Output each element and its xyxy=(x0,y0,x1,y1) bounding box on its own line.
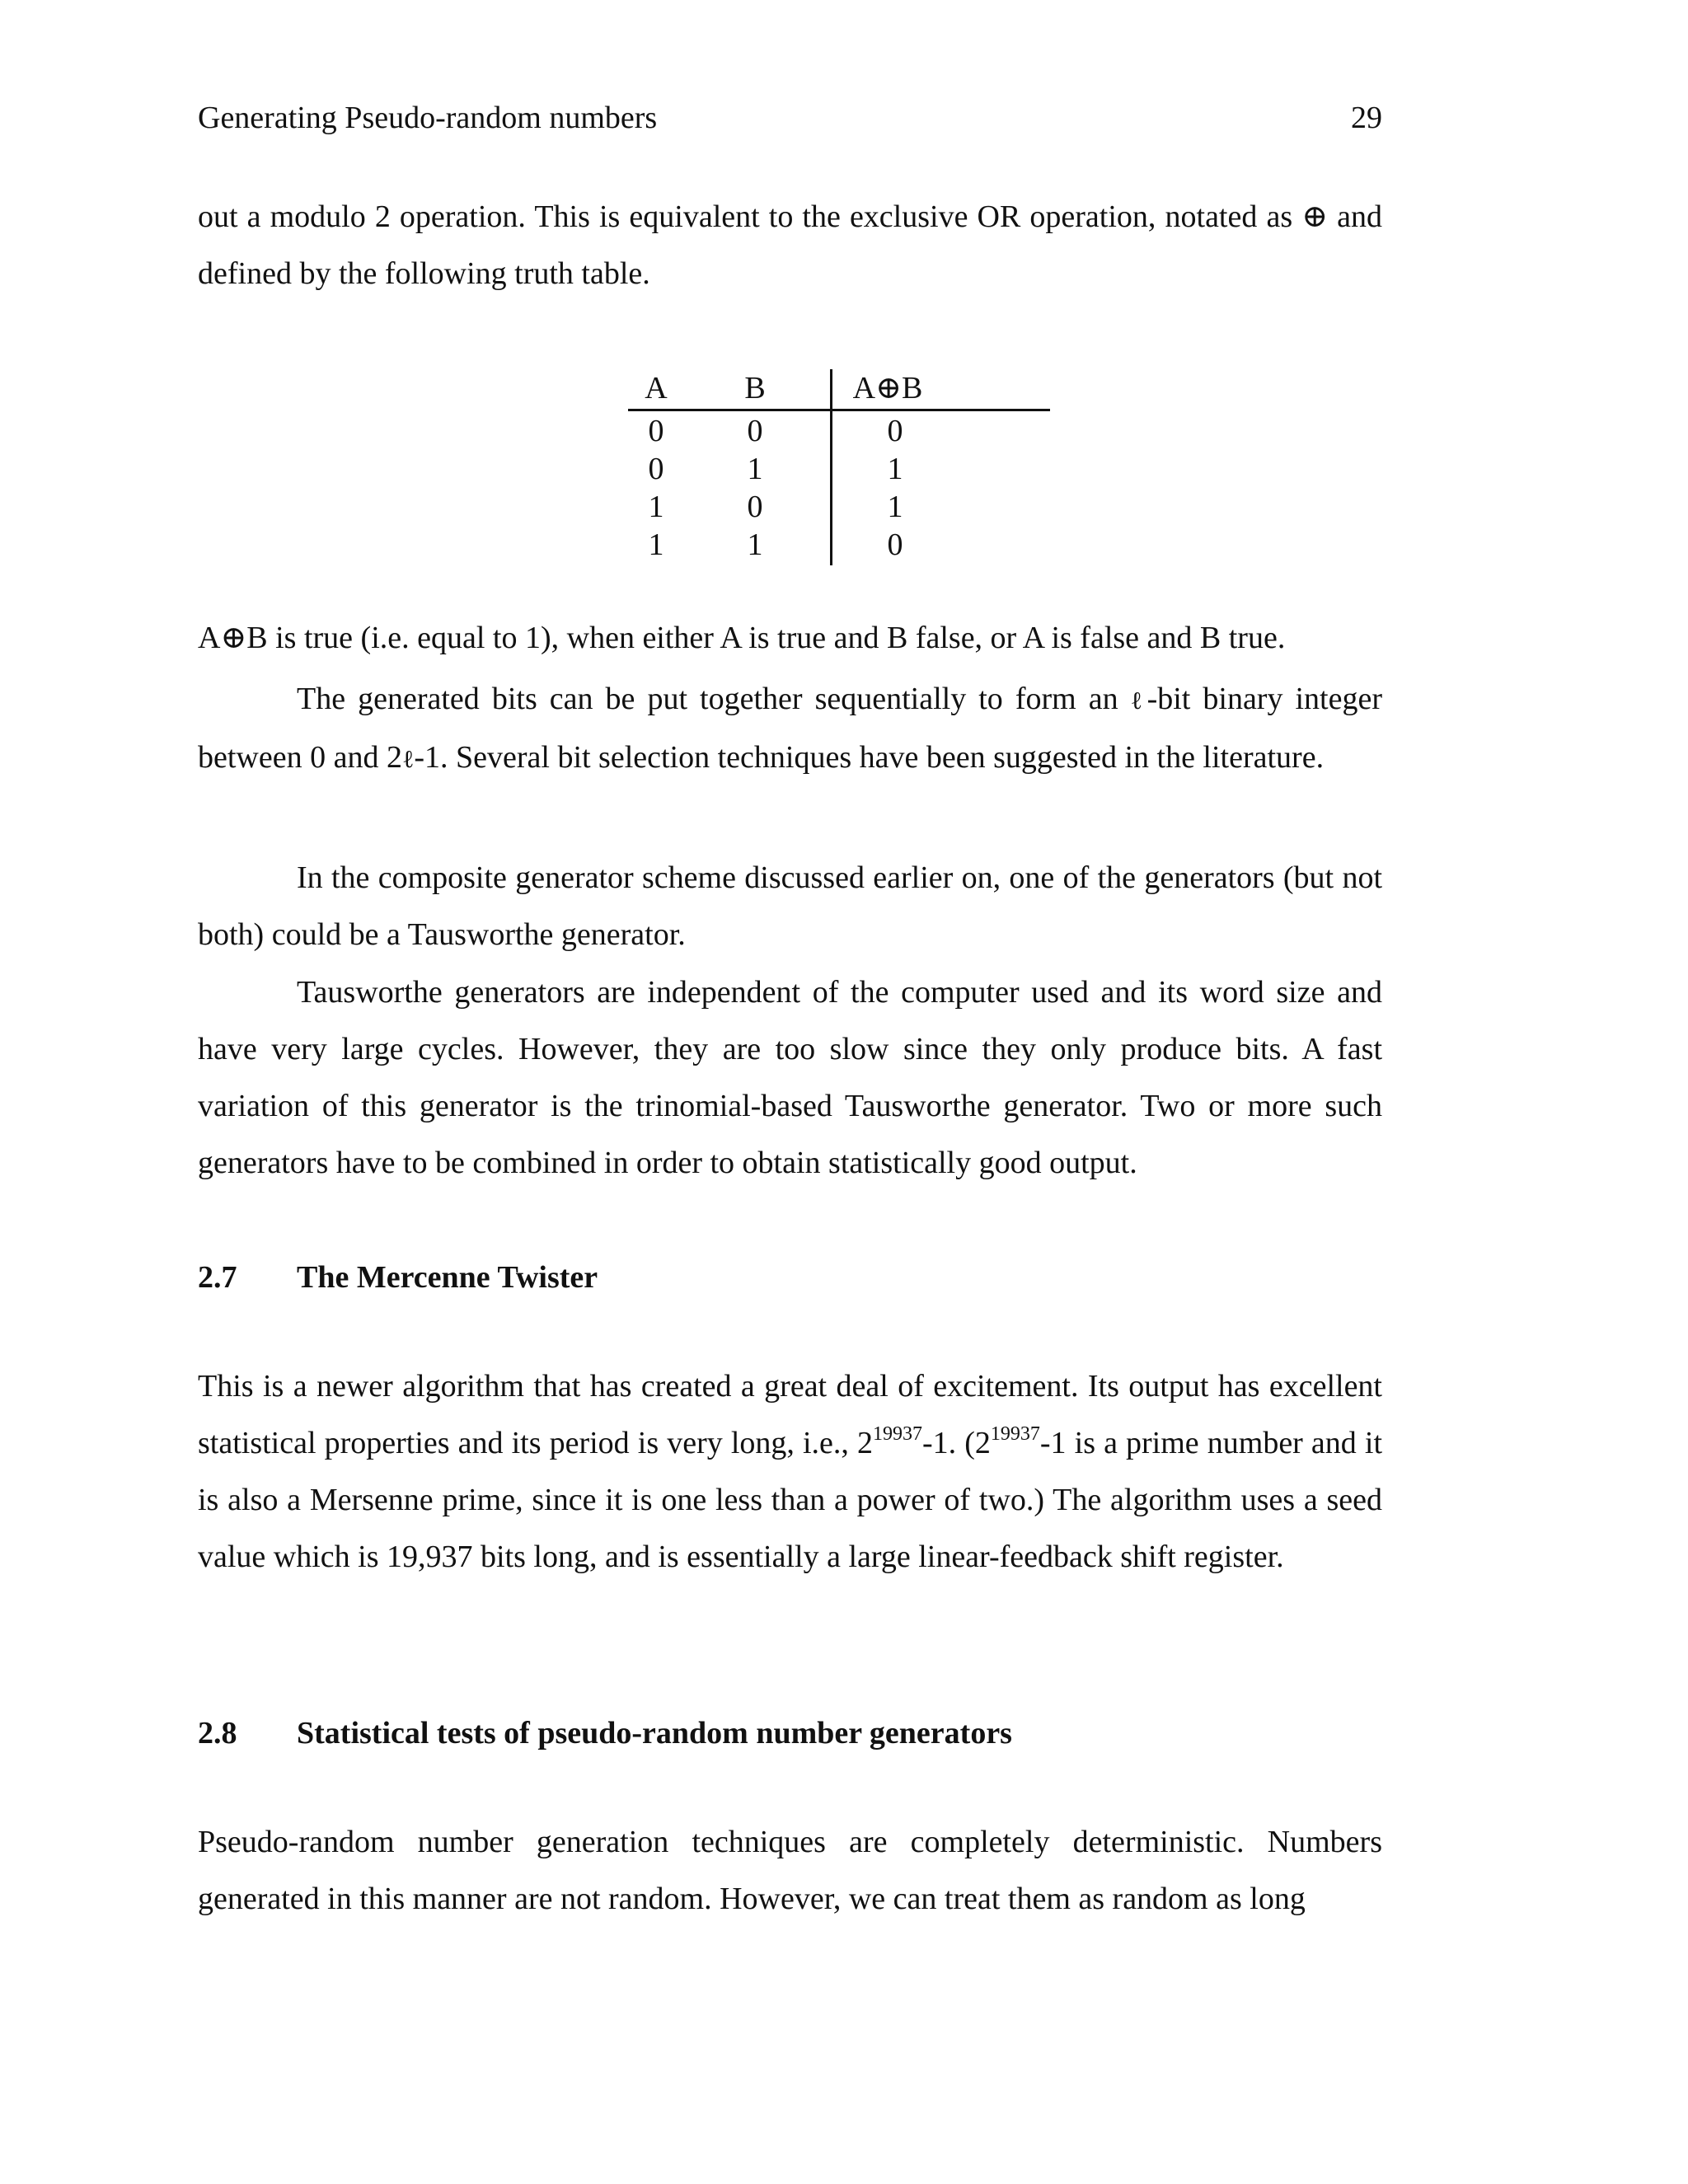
tausworthe-paragraph: Tausworthe generators are independent of the computer used and its word size and have very large cycles. However, they are too slow since they only produce bits. A fast variation of this generator is the trinomial-based Tausworthe generator. Two or more such generators have to be combined in order to obtain statistically good output. xyxy=(198,975,1382,1180)
mersenne-paragraph xyxy=(198,1358,1382,1586)
section-number: 2.7 xyxy=(198,1260,237,1295)
exponent: 19937 xyxy=(990,1423,1040,1445)
table-cell: 0 xyxy=(648,452,664,486)
table-cell: 0 xyxy=(887,527,903,562)
section-title: The Mercenne Twister xyxy=(297,1260,598,1295)
table-cell: 0 xyxy=(648,414,664,448)
section-number: 2.8 xyxy=(198,1716,237,1750)
mersenne-text-2: -1. (2 xyxy=(921,1426,991,1460)
ell-symbol: ℓ xyxy=(401,745,415,774)
table-cell: 1 xyxy=(747,452,763,486)
ell-symbol: ℓ xyxy=(1130,687,1147,715)
section-heading-2-7 xyxy=(198,1257,598,1298)
mersenne-text-3: -1 is a prime number and it is also a Mersenne prime, since it is one less than a power of two.) The algorithm uses a seed value which is 19,937 bits long, and is essentially a large linear-feedback shift register. xyxy=(198,1426,1382,1574)
mersenne-text-1: This is a newer algorithm that has created a great deal of excitement. Its output has excellent statistical properties and its period is very long, i.e., 2 xyxy=(198,1369,1382,1460)
table-cell: 1 xyxy=(648,490,664,524)
truth-table-header-rule xyxy=(628,409,1050,411)
truth-table xyxy=(626,363,1055,569)
header-title: Generating Pseudo-random numbers xyxy=(198,101,658,135)
truth-table-column-rule xyxy=(830,369,832,565)
bits-text-1: The generated bits can be put together sequentially to form an xyxy=(297,682,1131,716)
table-cell: 1 xyxy=(887,490,903,524)
intro-paragraph: out a modulo 2 operation. This is equivalent to the exclusive OR operation, notated as ⊕ and defined by the following truth table. xyxy=(198,199,1382,291)
table-cell: 1 xyxy=(648,527,664,562)
table-cell: 1 xyxy=(747,527,763,562)
composite-paragraph: In the composite generator scheme discussed earlier on, one of the generators (but not both) could be a Tausworthe generator. xyxy=(198,860,1382,952)
page-number: 29 xyxy=(1351,101,1382,135)
section-title: Statistical tests of pseudo-random number generators xyxy=(297,1716,1012,1750)
statistical-paragraph: Pseudo-random number generation techniques are completely deterministic. Numbers generated in this manner are not random. However, we can treat them as random as long xyxy=(198,1825,1382,1916)
section-heading-2-8 xyxy=(198,1713,1012,1754)
table-cell: 1 xyxy=(887,452,903,486)
bits-text-2: -bit binary integer between 0 and 2 xyxy=(198,682,1383,775)
bits-paragraph xyxy=(198,671,1382,788)
table-cell: 0 xyxy=(747,414,763,448)
table-header-xor: A⊕B xyxy=(852,371,923,405)
exponent: 19937 xyxy=(872,1423,922,1445)
table-cell: 0 xyxy=(747,490,763,524)
table-header-a: A xyxy=(645,371,668,405)
table-cell: 0 xyxy=(887,414,903,448)
bits-text-3: -1. Several bit selection techniques have been suggested in the literature. xyxy=(414,740,1325,775)
xor-explanation: A⊕B is true (i.e. equal to 1), when either A is true and B false, or A is false and B true. xyxy=(198,621,1286,655)
table-header-b: B xyxy=(744,371,766,405)
